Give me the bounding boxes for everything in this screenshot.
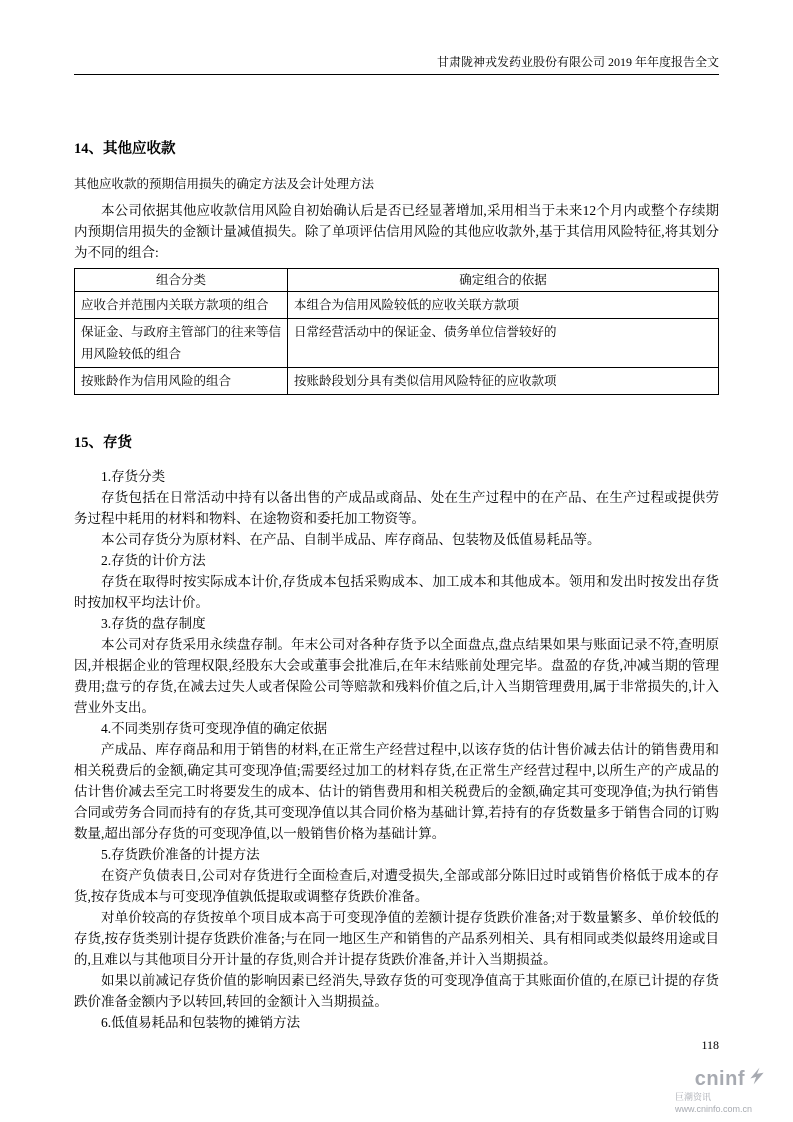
page-header <box>74 0 719 75</box>
table-row <box>75 368 719 395</box>
page-content <box>74 139 719 1033</box>
table-cell-category: 保证金、与政府主管部门的往来等信用风险较低的组合 <box>75 319 288 368</box>
paragraph: 如果以前减记存货价值的影响因素已经消失,导致存货的可变现净值高于其账面价值的,在原已计提的存货跌价准备金额内予以转回,转回的金额计入当期损益。 <box>74 973 719 1009</box>
section-14-heading: 14、其他应收款 <box>74 141 176 157</box>
table-header-row <box>75 269 719 292</box>
list-item-heading: 3.存货的盘存制度 <box>101 616 206 631</box>
list-item-heading: 1.存货分类 <box>101 469 166 484</box>
report-header-title: 甘肃陇神戎发药业股份有限公司 2019 年年度报告全文 <box>436 55 719 69</box>
list-item-heading: 2.存货的计价方法 <box>101 553 206 568</box>
paragraph: 本公司存货分为原材料、在产品、自制半成品、库存商品、包装物及低值易耗品等。 <box>101 532 601 547</box>
table-cell-basis: 日常经营活动中的保证金、债务单位信誉较好的 <box>288 319 719 368</box>
section-14-paragraph: 本公司依据其他应收款信用风险自初始确认后是否已经显著增加,采用相当于未来12个月内或整个存续期内预期信用损失的金额计量减值损失。除了单项评估信用风险的其他应收款外,基于其信用风险特征,将其划分为不同的组合: <box>74 203 719 260</box>
cninfo-logo <box>627 1066 767 1115</box>
table-header-category: 组合分类 <box>75 269 288 292</box>
credit-risk-grouping-table <box>74 268 719 395</box>
cninfo-lightning-icon <box>747 1066 767 1091</box>
cninfo-logo-name: 巨潮资讯 <box>675 1092 712 1102</box>
table-header-basis: 确定组合的依据 <box>288 269 719 292</box>
section-15-heading: 15、存货 <box>74 435 132 451</box>
table-cell-category: 按账龄作为信用风险的组合 <box>75 368 288 395</box>
cninfo-logo-brand: cninf <box>694 1067 745 1090</box>
paragraph: 在资产负债表日,公司对存货进行全面检查后,对遭受损失,全部或部分陈旧过时或销售价格低于成本的存货,按存货成本与可变现净值孰低提取或调整存货跌价准备。 <box>74 868 719 904</box>
paragraph: 本公司对存货采用永续盘存制。年末公司对各种存货予以全面盘点,盘点结果如果与账面记录不符,查明原因,并根据企业的管理权限,经股东大会或董事会批准后,在年末结账前处理完毕。盘盈的存货,冲减当期的管理费用;盘亏的存货,在减去过失人或者保险公司等赔款和残料价值之后,计入当期管理费用,属于非常损失的,计入营业外支出。 <box>74 637 719 715</box>
cninfo-logo-url: www.cninfo.com.cn <box>675 1104 753 1114</box>
paragraph: 产成品、库存商品和用于销售的材料,在正常生产经营过程中,以该存货的估计售价减去估计的销售费用和相关税费后的金额,确定其可变现净值;需要经过加工的材料存货,在正常生产经营过程中,以所生产的产成品的估计售价减去至完工时将要发生的成本、估计的销售费用和相关税费后的金额,确定其可变现净值;为执行销售合同或劳务合同而持有的存货,其可变现净值以其合同价格为基础计算,若持有的存货数量多于销售合同的订购数量,超出部分存货的可变现净值,以一般销售价格为基础计算。 <box>74 742 719 841</box>
list-item-heading: 5.存货跌价准备的计提方法 <box>101 847 260 862</box>
table-row <box>75 319 719 368</box>
table-row <box>75 292 719 319</box>
table-cell-basis: 本组合为信用风险较低的应收关联方款项 <box>288 292 719 319</box>
page-number: 118 <box>701 1038 719 1052</box>
table-cell-category: 应收合并范围内关联方款项的组合 <box>75 292 288 319</box>
paragraph: 对单价较高的存货按单个项目成本高于可变现净值的差额计提存货跌价准备;对于数量繁多、单价较低的存货,按存货类别计提存货跌价准备;与在同一地区生产和销售的产品系列相关、具有相同或类似最终用途或目的,且难以与其他项目分开计量的存货,则合并计提存货跌价准备,并计入当期损益。 <box>74 910 719 967</box>
section-14-subheading: 其他应收款的预期信用损失的确定方法及会计处理方法 <box>74 177 375 191</box>
section-15-body <box>74 466 719 1033</box>
list-item-heading: 4.不同类别存货可变现净值的确定依据 <box>101 721 328 736</box>
paragraph: 存货包括在日常活动中持有以备出售的产成品或商品、处在生产过程中的在产品、在生产过程或提供劳务过程中耗用的材料和物料、在途物资和委托加工物资等。 <box>74 490 719 526</box>
cninfo-logo-top <box>627 1066 767 1091</box>
table-cell-basis: 按账龄段划分具有类似信用风险特征的应收款项 <box>288 368 719 395</box>
list-item-heading: 6.低值易耗品和包装物的摊销方法 <box>101 1015 301 1030</box>
paragraph: 存货在取得时按实际成本计价,存货成本包括采购成本、加工成本和其他成本。领用和发出时按发出存货时按加权平均法计价。 <box>74 574 719 610</box>
